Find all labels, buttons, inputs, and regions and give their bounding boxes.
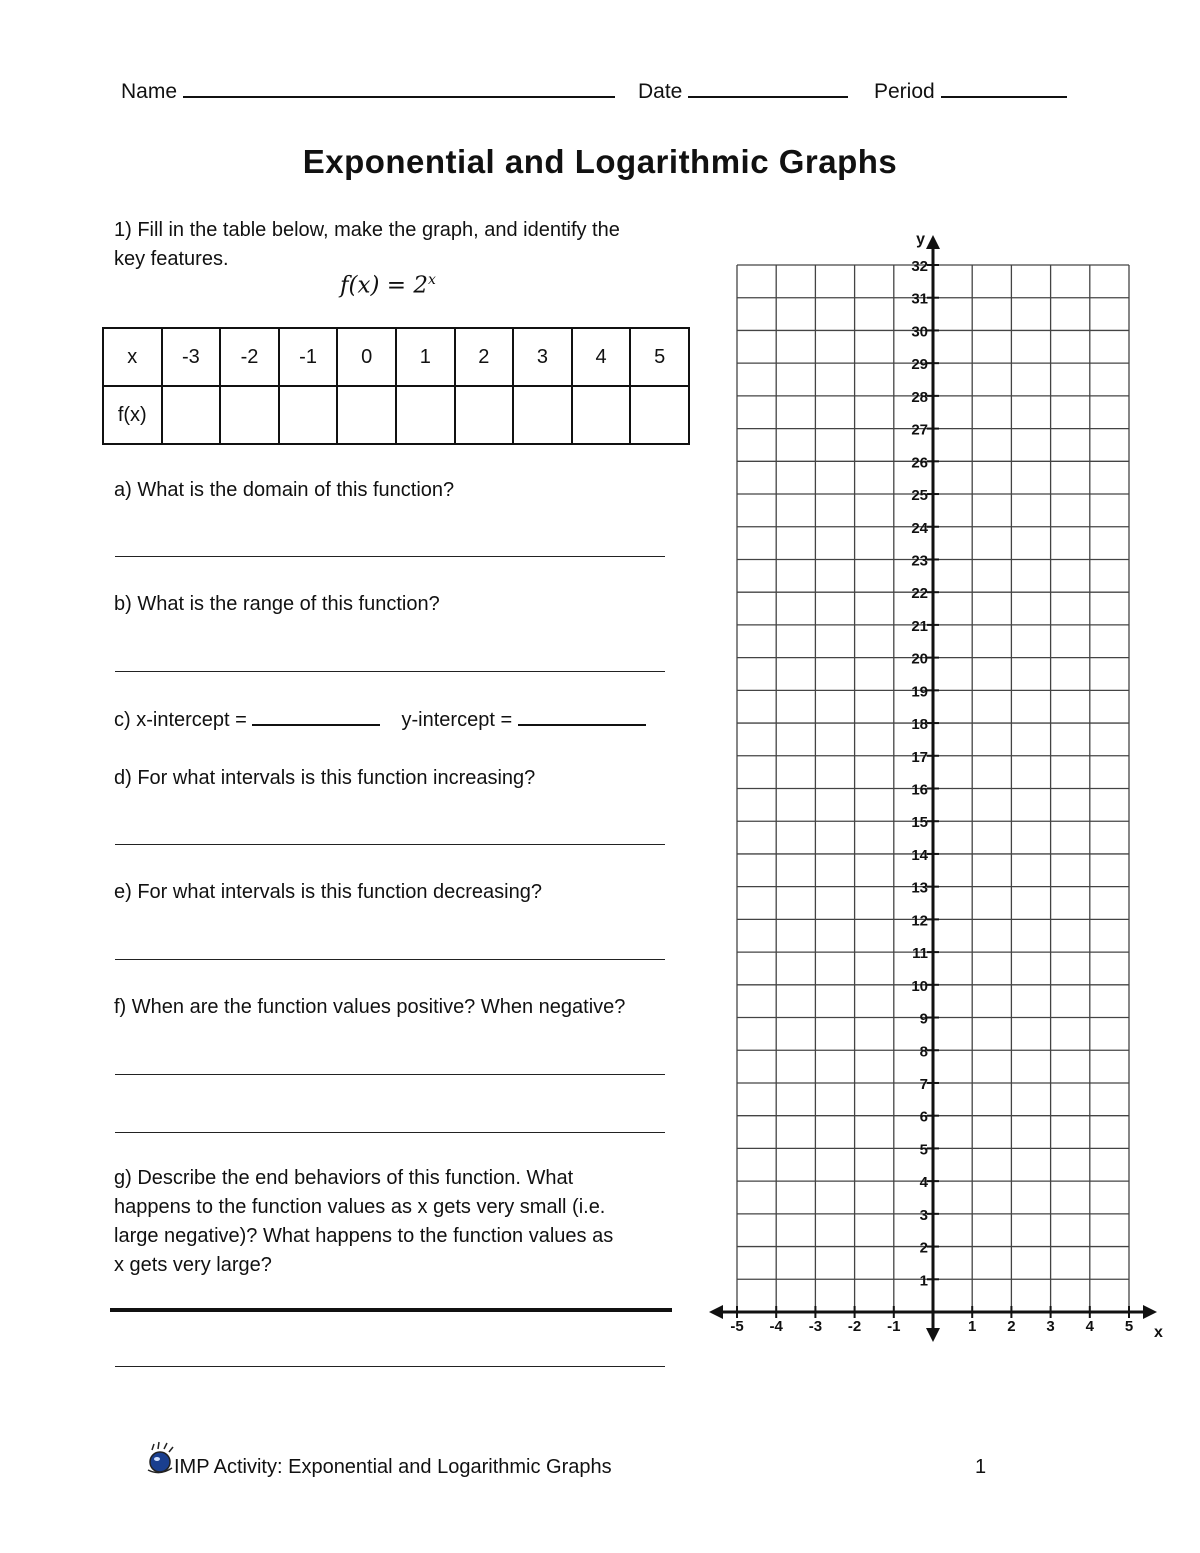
- y-tick-label: 24: [911, 519, 928, 537]
- table-cell-x: 0: [337, 328, 396, 386]
- y-tick-label: 21: [911, 617, 928, 635]
- x-axis-label: x: [1154, 1324, 1163, 1341]
- x-tick-label: 1: [968, 1318, 977, 1335]
- y-tick-label: 18: [911, 716, 928, 734]
- y-tick-label: 7: [919, 1075, 928, 1093]
- y-tick-label: 14: [911, 846, 928, 864]
- y-tick-label: 32: [911, 258, 928, 275]
- page-number: 1: [975, 1456, 987, 1478]
- y-tick-label: 23: [911, 552, 928, 570]
- y-tick-label: 26: [911, 454, 928, 472]
- question-g-line-1: g) Describe the end behaviors of this function. What: [114, 1167, 574, 1189]
- y-tick-label: 2: [919, 1239, 928, 1257]
- date-label: Date: [638, 80, 683, 103]
- question-f: f) When are the function values positive? When negative?: [114, 996, 626, 1018]
- question-g-line-3: large negative)? What happens to the function values as: [114, 1225, 614, 1247]
- y-tick-label: 22: [911, 585, 928, 603]
- table-cell-x: 2: [455, 328, 514, 386]
- logo-icon: [144, 1440, 178, 1480]
- question-g-line-4: x gets very large?: [114, 1254, 272, 1276]
- period-label: Period: [874, 80, 935, 103]
- table-header-fx: f(x): [103, 386, 162, 444]
- y-tick-label: 11: [912, 945, 928, 963]
- y-tick-label: 20: [911, 650, 928, 668]
- table-cell-x: -2: [220, 328, 279, 386]
- x-tick-label: -1: [887, 1318, 901, 1335]
- table-cell-x: 3: [513, 328, 572, 386]
- name-label: Name: [121, 80, 178, 103]
- question-d: d) For what intervals is this function increasing?: [114, 767, 536, 789]
- formula-base: f(x) = 2: [340, 272, 428, 299]
- y-tick-label: 17: [911, 748, 928, 766]
- question-1-line-2: key features.: [114, 248, 229, 270]
- y-tick-label: 16: [911, 781, 928, 799]
- x-intercept-label: c) x-intercept =: [114, 709, 253, 731]
- y-tick-label: 9: [919, 1010, 928, 1028]
- x-tick-label: -3: [808, 1318, 823, 1335]
- x-axis-right-arrow-icon: [1143, 1305, 1157, 1319]
- question-b: b) What is the range of this function?: [114, 593, 440, 615]
- x-axis-left-arrow-icon: [709, 1305, 723, 1319]
- x-tick-label: 3: [1046, 1318, 1055, 1335]
- y-tick-label: 10: [911, 977, 928, 995]
- x-tick-label: -5: [730, 1318, 744, 1335]
- y-tick-label: 25: [911, 487, 928, 505]
- y-tick-label: 1: [919, 1272, 928, 1290]
- y-tick-label: 3: [919, 1206, 928, 1224]
- y-axis-up-arrow-icon: [926, 235, 940, 249]
- y-tick-label: 13: [911, 879, 928, 897]
- x-tick-label: 4: [1085, 1318, 1094, 1335]
- x-tick-label: 5: [1124, 1318, 1134, 1335]
- table-header-x: x: [103, 328, 162, 386]
- y-tick-label: 30: [911, 323, 928, 341]
- question-e: e) For what intervals is this function decreasing?: [114, 881, 542, 903]
- question-g-line-2: happens to the function values as x gets very small (i.e.: [114, 1196, 606, 1218]
- table-cell-x: -1: [279, 328, 338, 386]
- x-tick-label: -2: [847, 1318, 862, 1335]
- y-tick-label: 19: [911, 683, 928, 701]
- y-tick-label: 27: [911, 421, 928, 439]
- graph-labels: [730, 231, 1163, 1341]
- y-tick-label: 5: [919, 1141, 928, 1159]
- table-cell-x: 4: [572, 328, 631, 386]
- y-intercept-label: y-intercept =: [401, 709, 518, 731]
- y-tick-label: 31: [911, 290, 928, 308]
- table-cell-x: -3: [162, 328, 221, 386]
- table-cell-x: 5: [630, 328, 689, 386]
- y-tick-label: 28: [911, 388, 928, 406]
- table-cell-x: 1: [396, 328, 455, 386]
- y-axis-down-arrow-icon: [926, 1328, 940, 1342]
- x-tick-label: 2: [1007, 1318, 1016, 1335]
- y-tick-label: 29: [911, 356, 928, 374]
- y-tick-label: 12: [911, 912, 928, 930]
- y-axis-label: y: [916, 231, 925, 248]
- formula-exponent: x: [427, 272, 436, 288]
- question-1-line-1: 1) Fill in the table below, make the graph, and identify the: [114, 219, 620, 241]
- question-a: a) What is the domain of this function?: [114, 479, 455, 501]
- page-title: Exponential and Logarithmic Graphs: [302, 143, 898, 180]
- x-tick-label: -4: [769, 1318, 783, 1335]
- y-tick-label: 15: [911, 814, 928, 832]
- y-tick-label: 8: [919, 1043, 928, 1061]
- y-tick-label: 4: [919, 1174, 928, 1192]
- footer-text: IMP Activity: Exponential and Logarithmic Graphs: [174, 1456, 612, 1478]
- y-tick-label: 6: [919, 1108, 928, 1126]
